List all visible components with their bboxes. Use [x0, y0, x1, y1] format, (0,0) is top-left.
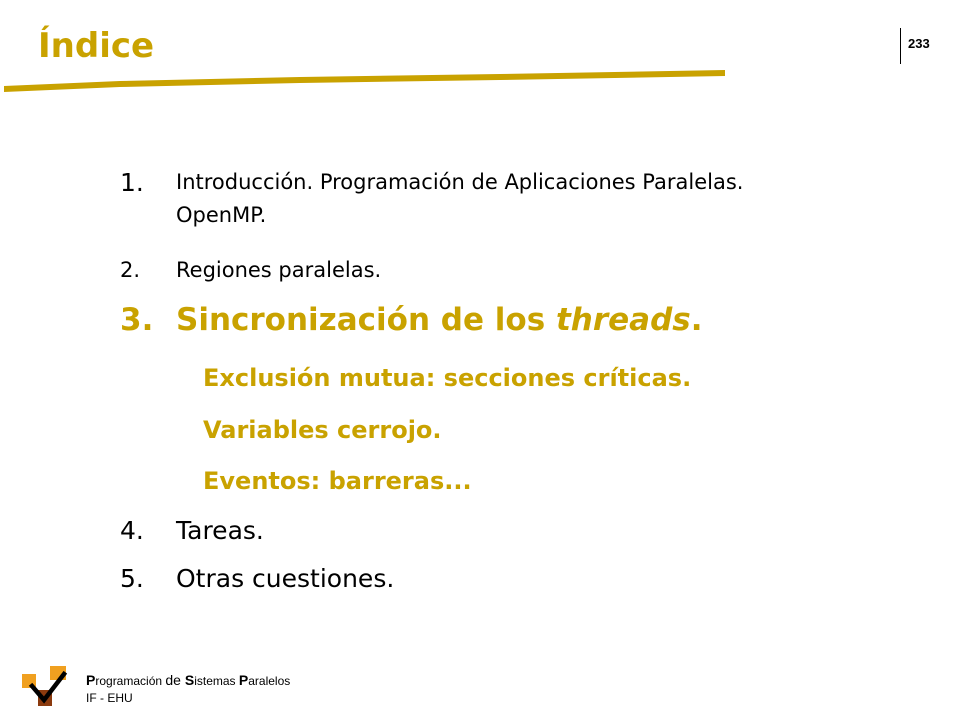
- page-number-divider: [900, 28, 901, 64]
- agenda-text: Otras cuestiones.: [176, 564, 395, 593]
- title-underline: [0, 62, 730, 102]
- agenda-number: 2.: [120, 258, 141, 282]
- agenda-subitem-text: Exclusión mutua: secciones críticas.: [203, 364, 692, 392]
- slide-title: Índice: [38, 26, 155, 66]
- agenda-subitem-text: Eventos: barreras...: [203, 467, 472, 495]
- agenda-text: Regiones paralelas.: [176, 258, 382, 282]
- agenda-number: 4.: [120, 516, 144, 545]
- agenda-text: Introducción. Programación de Aplicaciones Paralelas. OpenMP.: [176, 170, 744, 227]
- page-number: 233: [908, 36, 930, 51]
- agenda-text: Tareas.: [176, 516, 264, 545]
- checkmark-logo-icon: [22, 666, 72, 708]
- agenda-number: 5.: [120, 564, 144, 593]
- agenda-subitem-text: Variables cerrojo.: [203, 416, 442, 444]
- footer-course-name: Programación de Sistemas Paralelos: [86, 672, 291, 688]
- footer-institution: IF - EHU: [86, 691, 133, 705]
- agenda-text: Sincronización de los threads.: [176, 302, 703, 338]
- footer: [86, 672, 290, 707]
- emphasized-word: threads: [555, 302, 691, 338]
- agenda-number: 3.: [120, 302, 154, 338]
- agenda-number: 1.: [120, 168, 144, 197]
